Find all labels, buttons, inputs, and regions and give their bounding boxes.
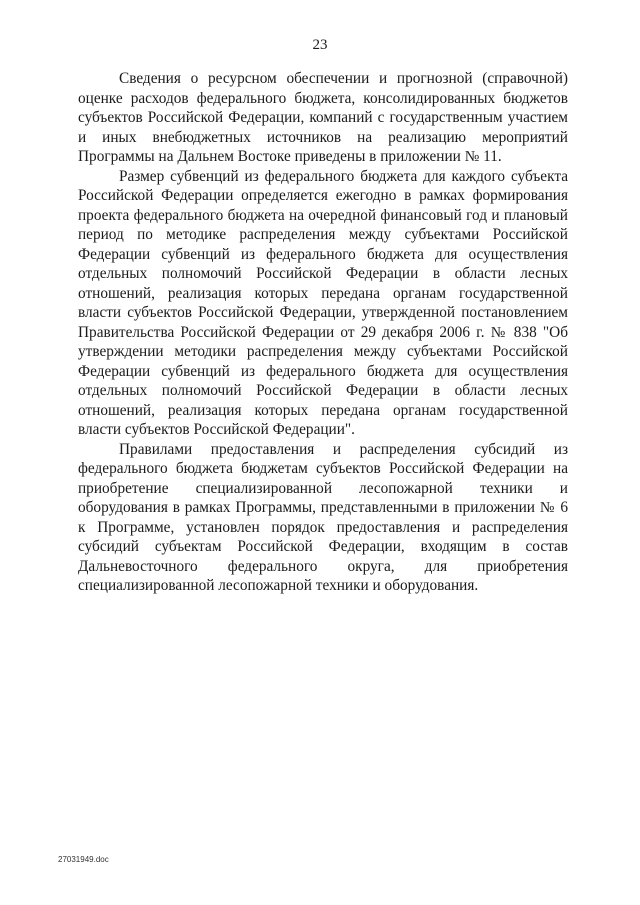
paragraph-subventions: Размер субвенций из федерального бюджета для каждого субъекта Российской Федерации определяется ежегодно в рамках формирования проекта федерального бюджета на очередной финансовый год и плановый период по методике распределения между субъектами Российской Федерации субвенций из федерального бюджета для осуществления отдельных полномочий Российской Федерации в области лесных отношений, реализация которых передана органам государственной власти субъектов Российской Федерации, утвержденной постановлением Правительства Российской Федерации от 29 декабря 2006 г. № 838 "Об утверждении методики распределения между субъектами Российской Федерации субвенций из федерального бюджета для осуществления отдельных полномочий Российской Федерации в области лесных отношений, реализация которых передана органам государственной власти субъектов Российской Федерации".	[78, 167, 568, 438]
paragraph-resource-provision: Сведения о ресурсном обеспечении и прогнозной (справочной) оценке расходов федерального бюджета, консолидированных бюджетов субъектов Российской Федерации, компаний с государственным участием и иных внебюджетных источников на реализацию мероприятий Программы на Дальнем Востоке приведены в приложении № 11.	[78, 70, 568, 165]
body-text	[78, 69, 568, 596]
paragraph-subsidy-rules: Правилами предоставления и распределения субсидий из федерального бюджета бюджетам субъектов Российской Федерации на приобретение специализированной лесопожарной техники и оборудования в рамках Программы, представленными в приложении № 6 к Программе, установлен порядок предоставления и распределения субсидий субъектам Российской Федерации, входящим в состав Дальневосточного федерального округа, для приобретения специализированной лесопожарной техники и оборудования.	[78, 440, 568, 594]
page-number: 23	[312, 37, 328, 53]
document-file-reference: 27031949.doc	[58, 855, 109, 864]
